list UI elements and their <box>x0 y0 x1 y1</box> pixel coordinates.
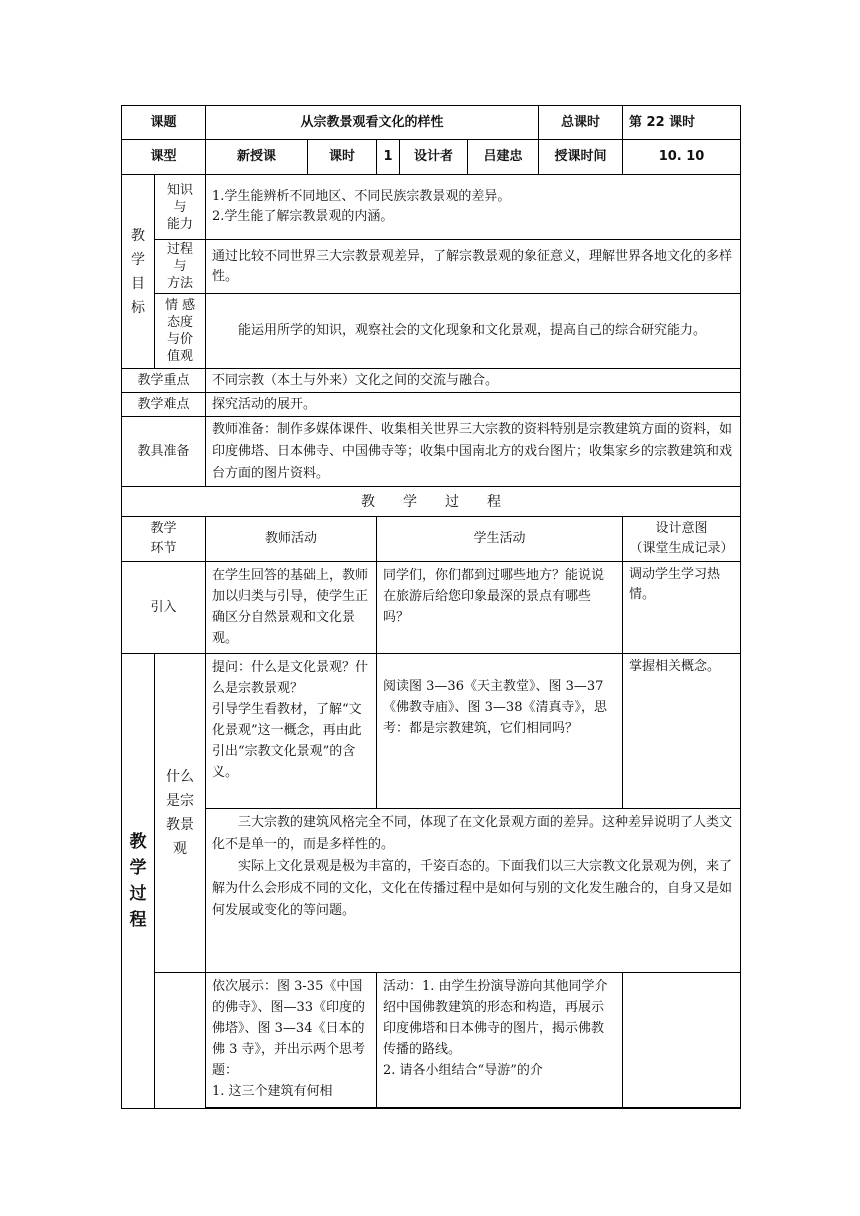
hours-value: 1 <box>377 140 400 175</box>
intro-row <box>122 562 741 654</box>
designer-label: 设计者 <box>400 140 468 175</box>
spacer-cell <box>206 1108 377 1109</box>
objective-label-knowledge: 知识 与 能力 <box>155 175 206 240</box>
process-title: 教 学 过 程 <box>122 487 741 517</box>
key-point-row <box>122 369 741 393</box>
key-point-label: 教学重点 <box>122 369 206 393</box>
section1-summary <box>206 809 741 973</box>
total-hours-value: 第 22 课时 <box>623 106 741 140</box>
objective-values: 能运用所学的知识，观察社会的文化现象和文化景观，提高自己的综合研究能力。 <box>206 294 741 369</box>
process-row-1 <box>122 654 741 809</box>
section1-intent: 掌握相关概念。 <box>623 654 741 809</box>
objective-row-values <box>122 294 741 369</box>
type-value: 新授课 <box>206 140 308 175</box>
intro-teacher: 在学生回答的基础上，教师加以归类与引导，使学生正确区分自然景观和文化景观。 <box>206 562 377 654</box>
objective-row-process <box>122 240 741 294</box>
objective-knowledge <box>206 175 741 240</box>
column-stage: 教学 环节 <box>122 517 206 562</box>
objective-knowledge-line-1: 1.学生能辨析不同地区、不同民族宗教景观的差异。 <box>212 189 511 204</box>
objective-label-values: 情 感 态度 与价 值观 <box>155 294 206 369</box>
key-point-value: 不同宗教（本土与外来）文化之间的交流与融合。 <box>206 369 741 393</box>
intro-stage: 引入 <box>122 562 206 654</box>
summary-paragraph-1: 三大宗教的建筑风格完全不同，体现了在文化景观方面的差异。这种差异说明了人类文化不是单一的，而是多样性的。 <box>212 815 733 852</box>
objective-knowledge-line-2: 2.学生能了解宗教景观的内涵。 <box>212 209 394 224</box>
type-label: 课型 <box>122 140 206 175</box>
materials-row <box>122 417 741 487</box>
process-title-row <box>122 487 741 517</box>
section1-student: 阅读图 3—36《天主教堂》、图 3—37《佛教寺庙》、图 3—38《清真寺》，思考：都是宗教建筑，它们相同吗？ <box>377 654 623 809</box>
header-row-2 <box>122 140 741 175</box>
section2-stage <box>155 973 206 1109</box>
section2-intent <box>623 973 741 1108</box>
difficulty-label: 教学难点 <box>122 393 206 417</box>
objectives-label: 教 学 目 标 <box>122 175 155 369</box>
process-row-3 <box>122 973 741 1108</box>
process-label: 教 学 过 程 <box>122 654 155 1109</box>
difficulty-row <box>122 393 741 417</box>
designer-value: 吕建忠 <box>468 140 539 175</box>
time-label: 授课时间 <box>539 140 623 175</box>
materials-label: 教具准备 <box>122 417 206 487</box>
hours-label: 课时 <box>308 140 377 175</box>
process-row-2 <box>122 809 741 973</box>
lesson-plan-table <box>121 105 741 1109</box>
intro-intent: 调动学生学习热情。 <box>623 562 741 654</box>
objective-process: 通过比较不同世界三大宗教景观差异，了解宗教景观的象征意义，理解世界各地文化的多样性。 <box>206 240 741 294</box>
time-value: 10. 10 <box>623 140 741 175</box>
column-header-row <box>122 517 741 562</box>
topic-label: 课题 <box>122 106 206 140</box>
difficulty-value: 探究活动的展开。 <box>206 393 741 417</box>
section2-student: 活动：1. 由学生扮演导游向其他同学介绍中国佛教建筑的形态和构造，再展示印度佛塔和日本佛寺的图片，揭示佛教传播的路线。 2. 请各小组结合“导游”的介 <box>377 973 623 1108</box>
column-student: 学生活动 <box>377 517 623 562</box>
total-hours-label: 总课时 <box>539 106 623 140</box>
section1-teacher: 提问：什么是文化景观？什么是宗教景观？ 引导学生看教材，了解“文化景观”这一概念，再由此引出“宗教文化景观”的含义。 <box>206 654 377 809</box>
spacer-cell <box>377 1108 623 1109</box>
objective-label-process: 过程 与 方法 <box>155 240 206 294</box>
section1-stage: 什么 是宗 教景 观 <box>155 654 206 973</box>
header-row-1 <box>122 106 741 140</box>
column-teacher: 教师活动 <box>206 517 377 562</box>
topic-value: 从宗教景观看文化的样性 <box>206 106 539 140</box>
spacer-cell <box>623 1108 741 1109</box>
materials-value: 教师准备：制作多媒体课件、收集相关世界三大宗教的资料特别是宗教建筑方面的资料，如印度佛塔、日本佛寺、中国佛寺等；收集中国南北方的戏台图片；收集家乡的宗教建筑和戏台方面的图片资料。 <box>206 417 741 487</box>
process-row-4 <box>122 1108 741 1109</box>
objective-row-knowledge <box>122 175 741 240</box>
section2-teacher: 依次展示：图 3-35《中国的佛寺》、图—33《印度的佛塔》、图 3—34《日本的佛 3 寺》，并出示两个思考题： 1. 这三个建筑有何相 <box>206 973 377 1108</box>
intro-student: 同学们，你们都到过哪些地方？能说说在旅游后给您印象最深的景点有哪些吗？ <box>377 562 623 654</box>
summary-paragraph-2: 实际上文化景观是极为丰富的，千姿百态的。下面我们以三大宗教文化景观为例，来了解为什么会形成不同的文化，文化在传播过程中是如何与别的文化发生融合的，自身又是如何发展或变化的等问题。 <box>212 859 733 918</box>
column-intent: 设计意图 （课堂生成记录） <box>623 517 741 562</box>
